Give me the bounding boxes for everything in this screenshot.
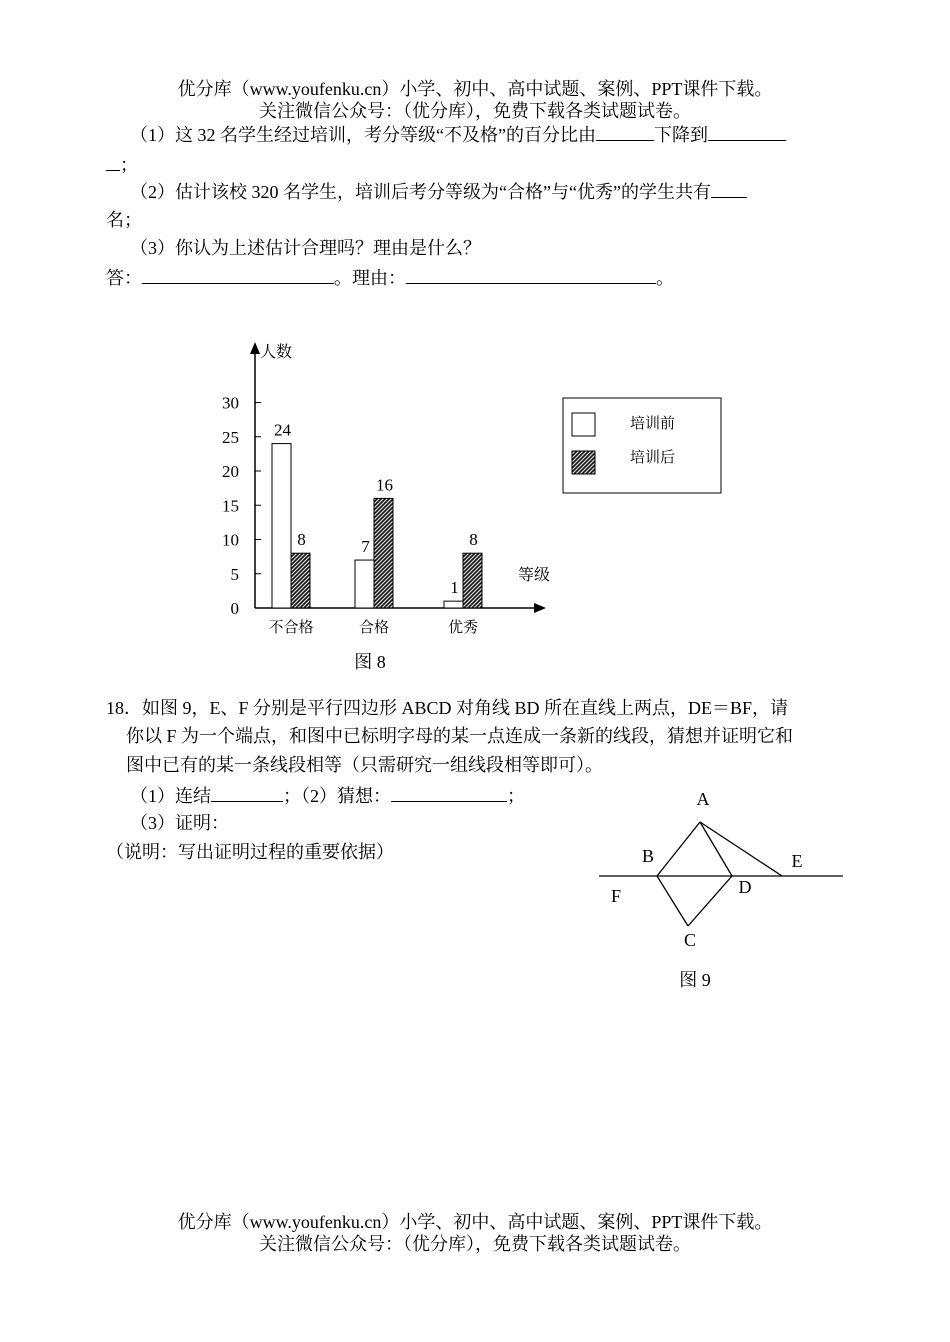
segment-ad: [700, 822, 732, 876]
label-a: A: [696, 789, 710, 809]
x-category-label: 合格: [358, 620, 390, 636]
bar-value-label: 7: [361, 537, 370, 557]
header-line-1: 优分库（www.youfenku.cn）小学、初中、高中试题、案例、PPT课件下载。: [177, 79, 773, 99]
bar-value-label: 8: [469, 530, 478, 550]
figure-8-caption: 图 8: [354, 652, 386, 672]
q17-sub1-text: （1）这 32 名学生经过培训，考分等级“不及格”的百分比由: [130, 125, 596, 145]
label-b: B: [641, 846, 655, 866]
q17-answer-mid: 。理由：: [334, 268, 406, 288]
segment-dc: [688, 876, 732, 926]
label-f: F: [610, 886, 622, 906]
q17-sub1-end: ；: [120, 155, 138, 175]
x-axis-label: 等级: [518, 567, 551, 584]
y-tick-label: 5: [230, 564, 239, 584]
footer-line-1: 优分库（www.youfenku.cn）小学、初中、高中试题、案例、PPT课件下载。: [177, 1212, 773, 1232]
bar-value-label: 24: [274, 420, 291, 440]
x-category-label: 不合格: [268, 620, 314, 636]
figure-9-caption: 图 9: [679, 970, 711, 990]
header-line-2: 关注微信公众号：（优分库），免费下载各类试题试卷。: [259, 101, 691, 121]
q18-note: （说明：写出证明过程的重要依据）: [106, 842, 394, 862]
bar-value-label: 16: [376, 475, 393, 495]
legend-label-after: 培训后: [630, 450, 676, 466]
bar-value-label: 8: [297, 530, 306, 550]
q18-part-3: （3）证明：: [130, 813, 229, 833]
y-tick-label: 0: [230, 599, 239, 618]
y-tick-label: 25: [222, 427, 239, 447]
q18-line-3: 图中已有的某一条线段相等（只需研究一组线段相等即可）。: [126, 755, 603, 775]
label-d: D: [738, 877, 752, 897]
q18-part1-sep: ；（2）猜想：: [283, 786, 391, 806]
q18-part1-prefix: （1）连结: [130, 786, 211, 806]
q17-sub2-end: 名；: [106, 210, 142, 230]
y-tick-label: 10: [222, 530, 239, 550]
q18-part1-end: ；: [507, 786, 525, 806]
q17-sub3: （3）你认为上述估计合理吗？理由是什么？: [130, 238, 481, 258]
q17-sub2-text: （2）估计该校 320 名学生，培训后考分等级为“合格”与“优秀”的学生共有: [130, 182, 711, 202]
y-tick-label: 20: [222, 462, 239, 481]
bar-value-label: 1: [450, 578, 459, 598]
q17-answer-end: 。: [656, 268, 674, 288]
q17-answer-prefix: 答：: [106, 268, 142, 288]
segment-ae: [700, 822, 782, 876]
y-tick-label: 15: [222, 496, 239, 516]
q18-line-2: 你以 F 为一个端点，和图中已标明字母的某一点连成一条新的线段，猜想并证明它和: [126, 726, 794, 746]
footer-line-2: 关注微信公众号：（优分库），免费下载各类试题试卷。: [259, 1234, 691, 1254]
legend-label-before: 培训前: [630, 416, 676, 432]
x-category-label: 优秀: [447, 620, 479, 636]
y-axis-label: 人数: [260, 344, 293, 361]
q18-line-1: 18．如图 9，E、F 分别是平行四边形 ABCD 对角线 BD 所在直线上两点，DE＝BF，请: [106, 698, 789, 718]
segment-ab: [657, 822, 700, 876]
label-e: E: [791, 851, 803, 871]
label-c: C: [683, 930, 697, 950]
q17-sub1-mid: 下降到: [653, 125, 708, 145]
y-tick-label: 30: [222, 393, 239, 413]
segment-bc: [657, 876, 688, 926]
